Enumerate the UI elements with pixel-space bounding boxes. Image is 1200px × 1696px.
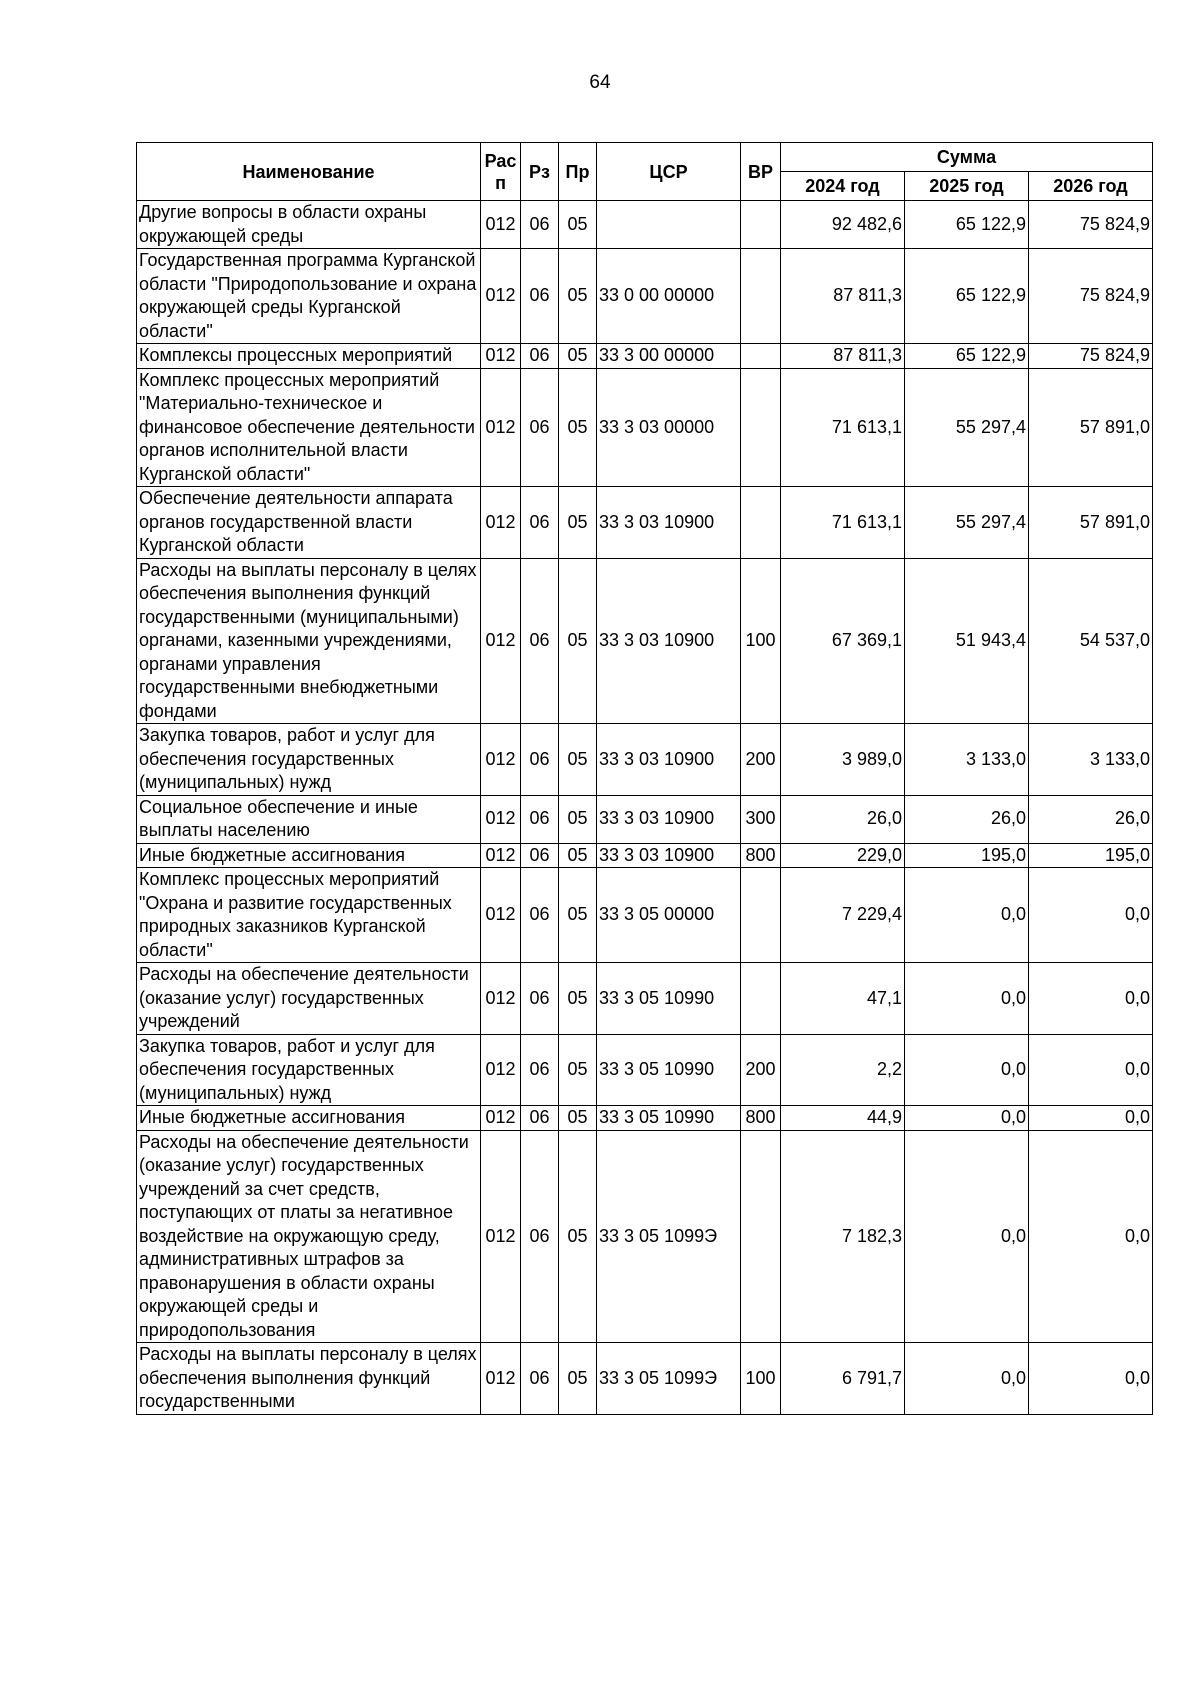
cell-name: Закупка товаров, работ и услуг для обеспечения государственных (муниципальных) нужд bbox=[137, 1034, 481, 1106]
cell-2026: 26,0 bbox=[1029, 795, 1153, 843]
cell-rz: 06 bbox=[521, 843, 559, 868]
cell-rz: 06 bbox=[521, 795, 559, 843]
cell-2026: 57 891,0 bbox=[1029, 368, 1153, 487]
cell-csr: 33 3 05 1099Э bbox=[597, 1343, 741, 1415]
header-2026: 2026 год bbox=[1029, 172, 1153, 201]
cell-2026: 75 824,9 bbox=[1029, 344, 1153, 369]
cell-rasp: 012 bbox=[481, 1343, 521, 1415]
cell-2025: 0,0 bbox=[905, 1034, 1029, 1106]
cell-vr bbox=[741, 201, 781, 249]
cell-csr: 33 3 03 00000 bbox=[597, 368, 741, 487]
table-row bbox=[137, 1034, 1153, 1106]
cell-name: Комплекс процессных мероприятий "Материально-техническое и финансовое обеспечение деятельности органов исполнительной власти Курганской области" bbox=[137, 368, 481, 487]
cell-rasp: 012 bbox=[481, 249, 521, 344]
cell-rz: 06 bbox=[521, 249, 559, 344]
cell-csr: 33 3 03 10900 bbox=[597, 795, 741, 843]
cell-2025: 0,0 bbox=[905, 868, 1029, 963]
header-2024: 2024 год bbox=[781, 172, 905, 201]
cell-name: Обеспечение деятельности аппарата органов государственной власти Курганской области bbox=[137, 487, 481, 559]
cell-2024: 44,9 bbox=[781, 1106, 905, 1131]
cell-pr: 05 bbox=[559, 344, 597, 369]
cell-csr: 33 3 03 10900 bbox=[597, 487, 741, 559]
cell-csr: 33 3 05 10990 bbox=[597, 1034, 741, 1106]
table-row bbox=[137, 1106, 1153, 1131]
cell-csr: 33 3 05 10990 bbox=[597, 1106, 741, 1131]
cell-2025: 55 297,4 bbox=[905, 487, 1029, 559]
cell-rasp: 012 bbox=[481, 963, 521, 1035]
table-row bbox=[137, 249, 1153, 344]
cell-vr: 800 bbox=[741, 1106, 781, 1131]
cell-2026: 75 824,9 bbox=[1029, 201, 1153, 249]
header-sum: Сумма bbox=[781, 143, 1153, 172]
cell-2025: 0,0 bbox=[905, 1343, 1029, 1415]
cell-pr: 05 bbox=[559, 1343, 597, 1415]
cell-rasp: 012 bbox=[481, 487, 521, 559]
cell-name: Другие вопросы в области охраны окружающей среды bbox=[137, 201, 481, 249]
header-rz: Рз bbox=[521, 143, 559, 201]
table-row bbox=[137, 843, 1153, 868]
cell-2024: 7 229,4 bbox=[781, 868, 905, 963]
cell-csr: 33 0 00 00000 bbox=[597, 249, 741, 344]
header-pr: Пр bbox=[559, 143, 597, 201]
cell-name: Закупка товаров, работ и услуг для обеспечения государственных (муниципальных) нужд bbox=[137, 724, 481, 796]
cell-rasp: 012 bbox=[481, 724, 521, 796]
cell-vr bbox=[741, 868, 781, 963]
cell-2024: 71 613,1 bbox=[781, 368, 905, 487]
cell-vr: 800 bbox=[741, 843, 781, 868]
cell-2026: 0,0 bbox=[1029, 1343, 1153, 1415]
cell-vr bbox=[741, 249, 781, 344]
cell-rz: 06 bbox=[521, 344, 559, 369]
cell-2024: 87 811,3 bbox=[781, 249, 905, 344]
cell-vr bbox=[741, 963, 781, 1035]
cell-csr: 33 3 03 10900 bbox=[597, 558, 741, 724]
cell-rz: 06 bbox=[521, 368, 559, 487]
table-body bbox=[137, 201, 1153, 1415]
cell-vr bbox=[741, 487, 781, 559]
cell-rz: 06 bbox=[521, 558, 559, 724]
table-row bbox=[137, 344, 1153, 369]
table-row bbox=[137, 724, 1153, 796]
cell-rasp: 012 bbox=[481, 344, 521, 369]
table-row bbox=[137, 368, 1153, 487]
header-vr: ВР bbox=[741, 143, 781, 201]
cell-2025: 0,0 bbox=[905, 963, 1029, 1035]
cell-2024: 87 811,3 bbox=[781, 344, 905, 369]
cell-2025: 51 943,4 bbox=[905, 558, 1029, 724]
cell-2026: 57 891,0 bbox=[1029, 487, 1153, 559]
cell-2024: 47,1 bbox=[781, 963, 905, 1035]
cell-2026: 54 537,0 bbox=[1029, 558, 1153, 724]
cell-rasp: 012 bbox=[481, 868, 521, 963]
cell-vr: 100 bbox=[741, 558, 781, 724]
cell-pr: 05 bbox=[559, 963, 597, 1035]
cell-name: Расходы на выплаты персоналу в целях обеспечения выполнения функций государственными bbox=[137, 1343, 481, 1415]
cell-pr: 05 bbox=[559, 1106, 597, 1131]
cell-csr: 33 3 05 10990 bbox=[597, 963, 741, 1035]
budget-table bbox=[136, 142, 1153, 1415]
table-row bbox=[137, 487, 1153, 559]
table-header bbox=[137, 143, 1153, 201]
cell-vr bbox=[741, 344, 781, 369]
cell-rz: 06 bbox=[521, 487, 559, 559]
table-row bbox=[137, 1130, 1153, 1343]
cell-vr bbox=[741, 368, 781, 487]
cell-2025: 55 297,4 bbox=[905, 368, 1029, 487]
cell-name: Комплекс процессных мероприятий "Охрана и развитие государственных природных заказников Курганской области" bbox=[137, 868, 481, 963]
cell-2025: 0,0 bbox=[905, 1130, 1029, 1343]
cell-name: Государственная программа Курганской области "Природопользование и охрана окружающей среды Курганской области" bbox=[137, 249, 481, 344]
header-csr: ЦСР bbox=[597, 143, 741, 201]
table-row bbox=[137, 795, 1153, 843]
cell-2024: 26,0 bbox=[781, 795, 905, 843]
cell-2025: 3 133,0 bbox=[905, 724, 1029, 796]
cell-name: Расходы на выплаты персоналу в целях обеспечения выполнения функций государственными (муниципальными) органами, казенными учреждениями, органами управления государственными внебюджетными фондами bbox=[137, 558, 481, 724]
cell-2025: 0,0 bbox=[905, 1106, 1029, 1131]
cell-rasp: 012 bbox=[481, 795, 521, 843]
page-number: 64 bbox=[589, 72, 611, 93]
cell-rz: 06 bbox=[521, 1343, 559, 1415]
cell-vr: 300 bbox=[741, 795, 781, 843]
cell-vr: 100 bbox=[741, 1343, 781, 1415]
table-row bbox=[137, 963, 1153, 1035]
cell-rasp: 012 bbox=[481, 843, 521, 868]
cell-rz: 06 bbox=[521, 724, 559, 796]
cell-rasp: 012 bbox=[481, 1034, 521, 1106]
cell-2024: 229,0 bbox=[781, 843, 905, 868]
cell-pr: 05 bbox=[559, 558, 597, 724]
cell-csr: 33 3 03 10900 bbox=[597, 724, 741, 796]
table-row bbox=[137, 868, 1153, 963]
cell-pr: 05 bbox=[559, 1034, 597, 1106]
cell-pr: 05 bbox=[559, 724, 597, 796]
cell-rz: 06 bbox=[521, 963, 559, 1035]
cell-pr: 05 bbox=[559, 1130, 597, 1343]
cell-rz: 06 bbox=[521, 201, 559, 249]
cell-2026: 3 133,0 bbox=[1029, 724, 1153, 796]
cell-pr: 05 bbox=[559, 201, 597, 249]
cell-rasp: 012 bbox=[481, 1106, 521, 1131]
cell-2026: 195,0 bbox=[1029, 843, 1153, 868]
cell-csr: 33 3 05 00000 bbox=[597, 868, 741, 963]
header-2025: 2025 год bbox=[905, 172, 1029, 201]
cell-2026: 75 824,9 bbox=[1029, 249, 1153, 344]
cell-pr: 05 bbox=[559, 868, 597, 963]
header-rasp: Рас п bbox=[481, 143, 521, 201]
cell-pr: 05 bbox=[559, 843, 597, 868]
cell-pr: 05 bbox=[559, 795, 597, 843]
cell-rasp: 012 bbox=[481, 558, 521, 724]
cell-rasp: 012 bbox=[481, 1130, 521, 1343]
cell-vr: 200 bbox=[741, 724, 781, 796]
table-row bbox=[137, 1343, 1153, 1415]
cell-csr: 33 3 00 00000 bbox=[597, 344, 741, 369]
header-name: Наименование bbox=[137, 143, 481, 201]
cell-vr: 200 bbox=[741, 1034, 781, 1106]
cell-2024: 71 613,1 bbox=[781, 487, 905, 559]
cell-2024: 3 989,0 bbox=[781, 724, 905, 796]
cell-2025: 65 122,9 bbox=[905, 249, 1029, 344]
cell-2026: 0,0 bbox=[1029, 1130, 1153, 1343]
cell-2024: 92 482,6 bbox=[781, 201, 905, 249]
cell-2025: 65 122,9 bbox=[905, 201, 1029, 249]
cell-csr: 33 3 05 1099Э bbox=[597, 1130, 741, 1343]
cell-2025: 26,0 bbox=[905, 795, 1029, 843]
cell-2026: 0,0 bbox=[1029, 1034, 1153, 1106]
cell-rz: 06 bbox=[521, 868, 559, 963]
cell-2024: 2,2 bbox=[781, 1034, 905, 1106]
cell-pr: 05 bbox=[559, 249, 597, 344]
cell-2026: 0,0 bbox=[1029, 868, 1153, 963]
cell-name: Комплексы процессных мероприятий bbox=[137, 344, 481, 369]
cell-vr bbox=[741, 1130, 781, 1343]
cell-rz: 06 bbox=[521, 1130, 559, 1343]
cell-csr: 33 3 03 10900 bbox=[597, 843, 741, 868]
cell-2024: 7 182,3 bbox=[781, 1130, 905, 1343]
cell-pr: 05 bbox=[559, 368, 597, 487]
cell-csr bbox=[597, 201, 741, 249]
cell-name: Иные бюджетные ассигнования bbox=[137, 1106, 481, 1131]
cell-2026: 0,0 bbox=[1029, 1106, 1153, 1131]
cell-name: Иные бюджетные ассигнования bbox=[137, 843, 481, 868]
cell-rasp: 012 bbox=[481, 368, 521, 487]
cell-rasp: 012 bbox=[481, 201, 521, 249]
cell-2026: 0,0 bbox=[1029, 963, 1153, 1035]
cell-2024: 67 369,1 bbox=[781, 558, 905, 724]
cell-name: Расходы на обеспечение деятельности (оказание услуг) государственных учреждений bbox=[137, 963, 481, 1035]
cell-2025: 195,0 bbox=[905, 843, 1029, 868]
cell-rz: 06 bbox=[521, 1034, 559, 1106]
cell-pr: 05 bbox=[559, 487, 597, 559]
cell-name: Расходы на обеспечение деятельности (оказание услуг) государственных учреждений за счет средств, поступающих от платы за негативное воздействие на окружающую среду, административных штрафов за правонарушения в области охраны окружающей среды и природопользования bbox=[137, 1130, 481, 1343]
cell-name: Социальное обеспечение и иные выплаты населению bbox=[137, 795, 481, 843]
cell-2025: 65 122,9 bbox=[905, 344, 1029, 369]
cell-2024: 6 791,7 bbox=[781, 1343, 905, 1415]
table-row bbox=[137, 558, 1153, 724]
table-row bbox=[137, 201, 1153, 249]
cell-rz: 06 bbox=[521, 1106, 559, 1131]
